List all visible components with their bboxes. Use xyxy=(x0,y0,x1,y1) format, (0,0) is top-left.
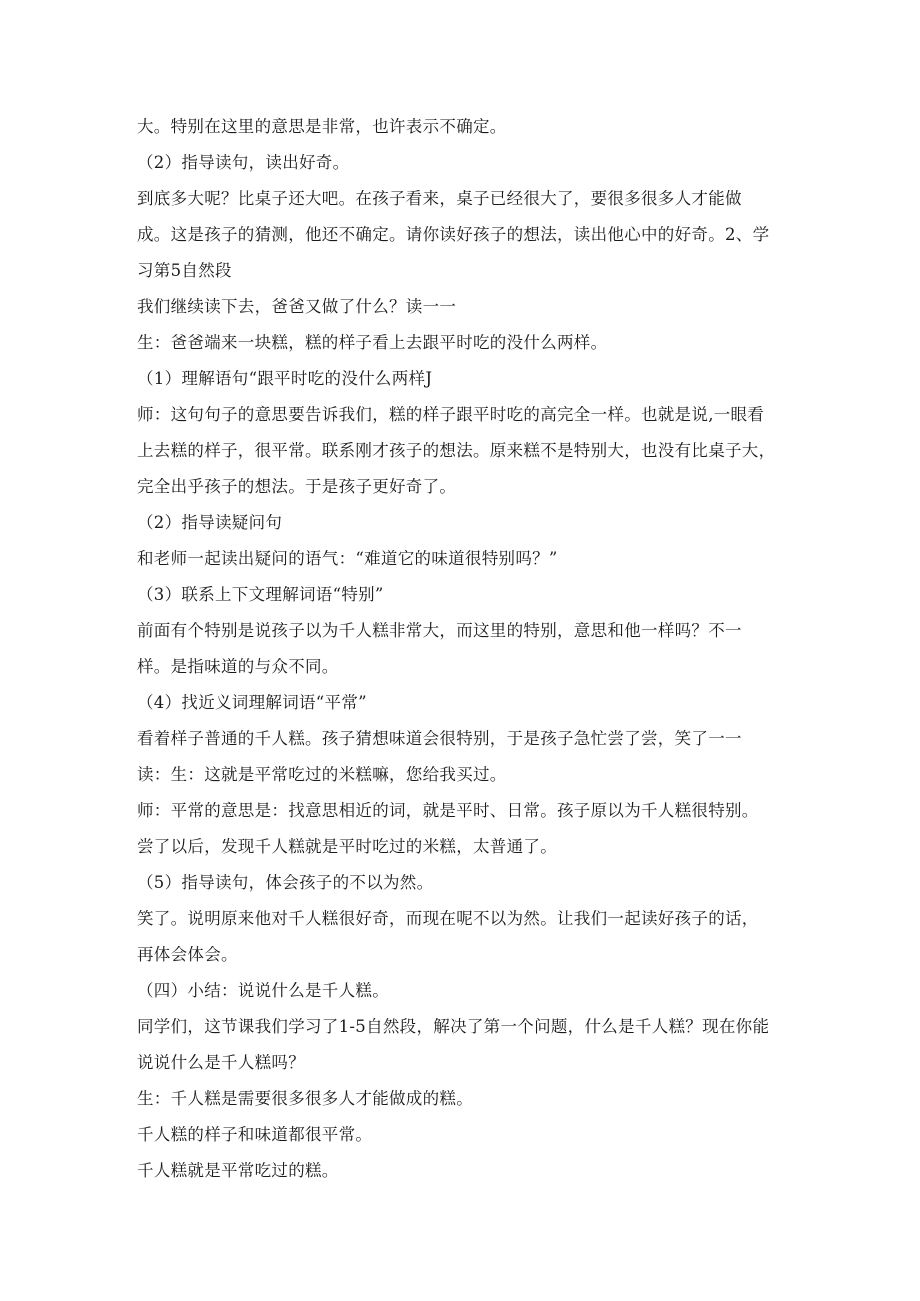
text-line: 同学们，这节课我们学习了1-5自然段，解决了第一个问题，什么是千人糕？现在你能 xyxy=(137,1017,770,1036)
text-line: 我们继续读下去，爸爸又做了什么？读一一 xyxy=(137,297,457,316)
text-line: （4）找近义词理解词语“平常” xyxy=(137,693,367,712)
text-line: 说说什么是千人糕吗？ xyxy=(137,1053,305,1072)
text-line: 读：生：这就是平常吃过的米糕嘛，您给我买过。 xyxy=(137,765,507,784)
text-line: 前面有个特别是说孩子以为千人糕非常大，而这里的特别，意思和他一样吗？不一 xyxy=(137,621,742,640)
text-line: （1）理解语句“跟平时吃的没什么两样J xyxy=(137,369,433,388)
text-line: 大。特别在这里的意思是非常，也许表示不确定。 xyxy=(137,117,507,136)
text-line: 千人糕就是平常吃过的糕。 xyxy=(137,1161,339,1180)
text-line: 尝了以后，发现千人糕就是平时吃过的米糕，太普通了。 xyxy=(137,837,557,856)
text-line: 上去糕的样子，很平常。联系刚才孩子的想法。原来糕不是特别大，也没有比桌子大， xyxy=(137,441,776,460)
text-line: 师：平常的意思是：找意思相近的词，就是平时、日常。孩子原以为千人糕很特别。 xyxy=(137,801,759,820)
text-line: 和老师一起读出疑问的语气：“难道它的味道很特别吗？” xyxy=(137,549,558,568)
text-line: （3）联系上下文理解词语“特别” xyxy=(137,585,384,604)
text-line: 习第5自然段 xyxy=(137,261,232,280)
text-line: 千人糕的样子和味道都很平常。 xyxy=(137,1125,373,1144)
text-line: （5）指导读句，体会孩子的不以为然。 xyxy=(137,873,434,892)
text-line: 到底多大呢？比桌子还大吧。在孩子看来，桌子已经很大了，要很多很多人才能做 xyxy=(137,189,742,208)
text-line: （四）小结：说说什么是千人糕。 xyxy=(137,981,389,1000)
text-line: 成。这是孩子的猜测，他还不确定。请你读好孩子的想法，读出他心中的好奇。2、学 xyxy=(137,225,770,244)
text-line: 样。是指味道的与众不同。 xyxy=(137,657,339,676)
text-line: 师：这句句子的意思要告诉我们，糕的样子跟平时吃的高完全一样。也就是说,一眼看 xyxy=(137,405,765,424)
text-line: 笑了。说明原来他对千人糕很好奇，而现在呢不以为然。让我们一起读好孩子的话， xyxy=(137,909,759,928)
text-line: （2）指导读句，读出好奇。 xyxy=(137,153,350,172)
text-line: 再体会体会。 xyxy=(137,945,238,964)
text-line: （2）指导读疑问句 xyxy=(137,513,283,532)
text-line: 完全出乎孩子的想法。于是孩子更好奇了。 xyxy=(137,477,457,496)
text-line: 生：爸爸端来一块糕，糕的样子看上去跟平时吃的没什么两样。 xyxy=(137,333,608,352)
text-line: 看着样子普通的千人糕。孩子猜想味道会很特别，于是孩子急忙尝了尝，笑了一一 xyxy=(137,729,742,748)
text-line: 生：千人糕是需要很多很多人才能做成的糕。 xyxy=(137,1089,473,1108)
